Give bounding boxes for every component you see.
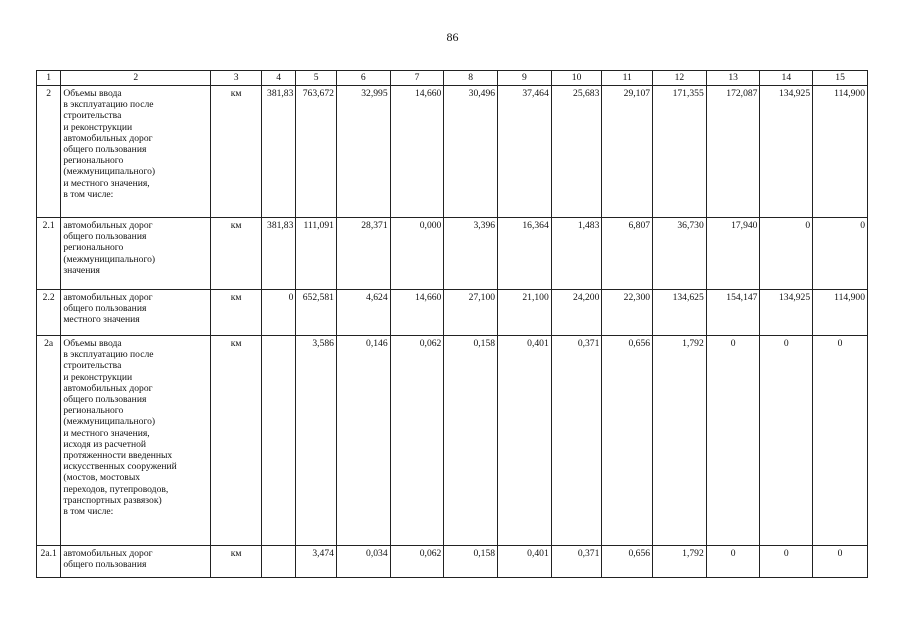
cell-value: 154,147 [706,290,760,336]
table-row [37,86,868,218]
cell-value: 21,100 [498,290,552,336]
column-header: 2 [61,71,211,86]
cell-value: 0,062 [390,546,444,578]
cell-value: 0,656 [602,336,653,546]
cell-value: 0 [261,290,295,336]
data-table [36,70,868,578]
cell-value: 763,672 [296,86,337,218]
row-unit: км [211,290,262,336]
cell-value: 1,792 [653,336,707,546]
row-name: Объемы ввода в эксплуатацию после строительства и реконструкции автомобильных дорог общего пользования регионального (межмуниципального) и местного значения, в том числе: [61,86,211,218]
column-header: 15 [813,71,868,86]
cell-value: 25,683 [551,86,602,218]
row-name: Объемы ввода в эксплуатацию после строительства и реконструкции автомобильных дорог общего пользования регионального (межмуниципального) и местного значения, исходя из расчетной протяженности введенных искусственных сооружений (мостов, мостовых переходов, путепроводов, транспортных развязок) в том числе: [61,336,211,546]
column-header: 6 [336,71,390,86]
cell-value: 0 [760,336,813,546]
cell-value: 6,807 [602,218,653,290]
cell-value: 16,364 [498,218,552,290]
cell-value: 0,656 [602,546,653,578]
column-header: 3 [211,71,262,86]
cell-value: 4,624 [336,290,390,336]
row-unit: км [211,218,262,290]
cell-value: 381,83 [261,218,295,290]
row-id: 2а [37,336,61,546]
cell-value: 0 [813,336,868,546]
cell-value: 134,925 [760,290,813,336]
row-unit: км [211,546,262,578]
row-name: автомобильных дорог общего пользования регионального (межмуниципального) значения [61,218,211,290]
cell-value: 37,464 [498,86,552,218]
cell-value: 0 [706,336,760,546]
cell-value: 0,146 [336,336,390,546]
column-header: 4 [261,71,295,86]
cell-value: 0,000 [390,218,444,290]
cell-value: 111,091 [296,218,337,290]
cell-value: 36,730 [653,218,707,290]
column-header: 12 [653,71,707,86]
cell-value: 14,660 [390,290,444,336]
cell-value: 0,371 [551,546,602,578]
row-unit: км [211,86,262,218]
cell-value: 134,925 [760,86,813,218]
cell-value: 3,396 [444,218,498,290]
cell-value: 171,355 [653,86,707,218]
row-id: 2 [37,86,61,218]
table-row [37,546,868,578]
cell-value: 22,300 [602,290,653,336]
cell-value: 3,586 [296,336,337,546]
row-id: 2.1 [37,218,61,290]
cell-value: 0 [813,546,868,578]
column-header: 5 [296,71,337,86]
cell-value: 134,625 [653,290,707,336]
cell-value: 114,900 [813,86,868,218]
cell-value: 381,83 [261,86,295,218]
table-header-row [37,71,868,86]
cell-value: 28,371 [336,218,390,290]
cell-value: 0 [813,218,868,290]
table-row [37,218,868,290]
column-header: 14 [760,71,813,86]
cell-value: 0 [760,546,813,578]
cell-value: 0,158 [444,336,498,546]
column-header: 10 [551,71,602,86]
cell-value: 0,371 [551,336,602,546]
column-header: 9 [498,71,552,86]
cell-value: 114,900 [813,290,868,336]
cell-value: 1,792 [653,546,707,578]
cell-value: 1,483 [551,218,602,290]
cell-value: 24,200 [551,290,602,336]
table-row [37,336,868,546]
cell-value: 32,995 [336,86,390,218]
row-name: автомобильных дорог общего пользования [61,546,211,578]
cell-value: 14,660 [390,86,444,218]
column-header: 8 [444,71,498,86]
cell-value [261,546,295,578]
column-header: 11 [602,71,653,86]
cell-value: 0,062 [390,336,444,546]
cell-value: 0 [706,546,760,578]
cell-value: 3,474 [296,546,337,578]
cell-value: 27,100 [444,290,498,336]
cell-value: 0 [760,218,813,290]
column-header: 1 [37,71,61,86]
cell-value: 30,496 [444,86,498,218]
cell-value: 0,034 [336,546,390,578]
table-row [37,290,868,336]
page-number: 86 [446,30,459,44]
cell-value: 17,940 [706,218,760,290]
cell-value: 0,158 [444,546,498,578]
row-unit: км [211,336,262,546]
row-id: 2а.1 [37,546,61,578]
row-id: 2.2 [37,290,61,336]
column-header: 7 [390,71,444,86]
cell-value: 172,087 [706,86,760,218]
cell-value: 652,581 [296,290,337,336]
cell-value: 29,107 [602,86,653,218]
cell-value: 0,401 [498,336,552,546]
column-header: 13 [706,71,760,86]
cell-value: 0,401 [498,546,552,578]
row-name: автомобильных дорог общего пользования местного значения [61,290,211,336]
cell-value [261,336,295,546]
